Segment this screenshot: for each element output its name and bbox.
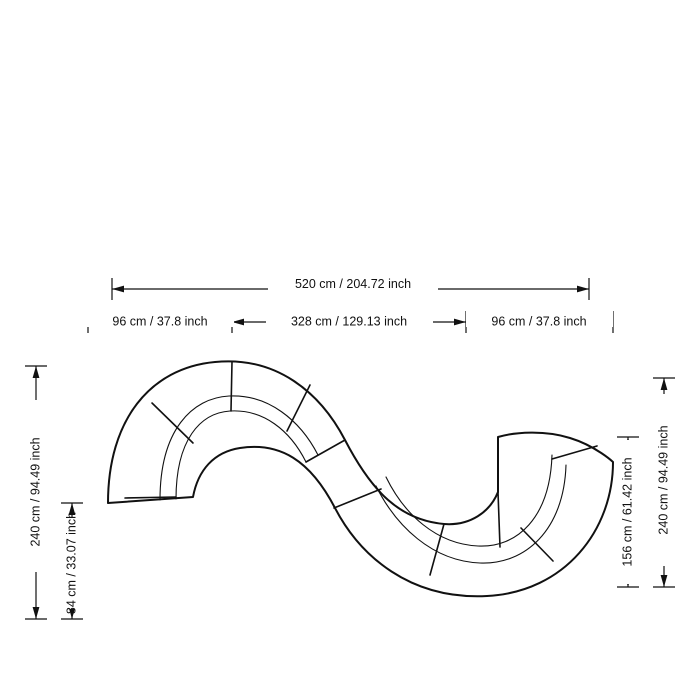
arrow-left240-top <box>33 366 40 378</box>
sofa-body-outline <box>108 361 613 596</box>
arrow-left240-bottom <box>33 607 40 619</box>
arrow-left-520 <box>112 286 124 293</box>
sofa-outline-group <box>108 361 613 596</box>
dim-label-segment-middle: 328 cm / 129.13 inch <box>290 314 408 329</box>
dim-label-left-outer: 240 cm / 94.49 inch <box>28 437 43 547</box>
dim-label-segment-left: 96 cm / 37.8 inch <box>112 314 208 329</box>
arrow-right-520 <box>577 286 589 293</box>
arrow-right240-top <box>661 378 668 390</box>
dim-label-top-overall: 520 cm / 204.72 inch <box>294 277 412 291</box>
dim-label-segment-right: 96 cm / 37.8 inch <box>491 314 587 329</box>
segment-line-1 <box>125 497 176 498</box>
dim-label-left-inner: 84 cm / 33.07 inch <box>64 511 79 615</box>
segment-line-3 <box>231 362 232 411</box>
arrow-right240-bottom <box>661 575 668 587</box>
dim-label-right-inner: 156 cm / 61.42 inch <box>620 457 635 567</box>
dim-label-right-outer: 240 cm / 94.49 inch <box>656 425 671 535</box>
arrow-328-end <box>454 319 466 326</box>
